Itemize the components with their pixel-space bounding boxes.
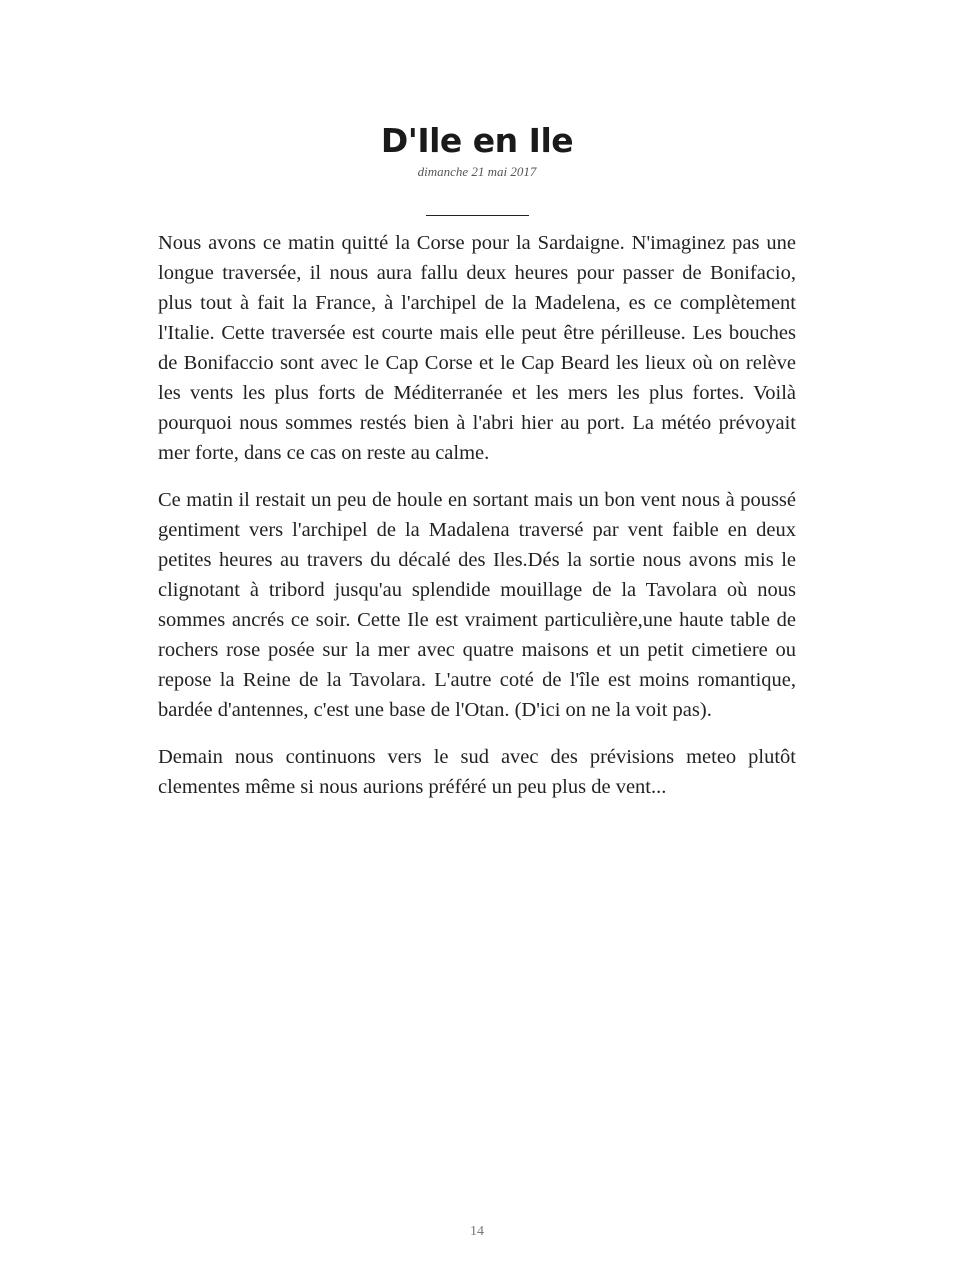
title-separator	[426, 215, 529, 216]
article-title: D'Ile en Ile	[380, 121, 574, 160]
paragraph: Nous avons ce matin quitté la Corse pour la Sardaigne. N'imaginez pas une longue traversée, il nous aura fallu deux heures pour passer de Bonifacio, plus tout à fait la France, à l'archipel de la Madelena, es ce complètement l'Italie. Cette traversée est courte mais elle peut être périlleuse. Les bouches de Bonifaccio sont avec le Cap Corse et le Cap Beard les lieux où on relève les vents les plus forts de Méditerranée et les mers les plus fortes. Voilà pourquoi nous sommes restés bien à l'abri hier au port. La météo prévoyait mer forte, dans ce cas on reste au calme.	[158, 232, 796, 464]
page-number: 14	[470, 1224, 484, 1239]
article-body	[158, 228, 796, 819]
paragraph: Ce matin il restait un peu de houle en sortant mais un bon vent nous à poussé gentiment vers l'archipel de la Madalena traversé par vent faible en deux petites heures au travers du décalé des Iles.Dés la sortie nous avons mis le clignotant à tribord jusqu'au splendide mouillage de la Tavolara où nous sommes ancrés ce soir. Cette Ile est vraiment particulière,une haute table de rochers rose posée sur la mer avec quatre maisons et un petit cimetiere ou repose la Reine de la Tavolara. L'autre coté de l'île est moins romantique, bardée d'antennes, c'est une base de l'Otan. (D'ici on ne la voit pas).	[158, 489, 796, 721]
paragraph: Demain nous continuons vers le sud avec des prévisions meteo plutôt clementes même si nous aurions préféré un peu plus de vent...	[158, 746, 796, 798]
article-date: dimanche 21 mai 2017	[417, 164, 537, 179]
